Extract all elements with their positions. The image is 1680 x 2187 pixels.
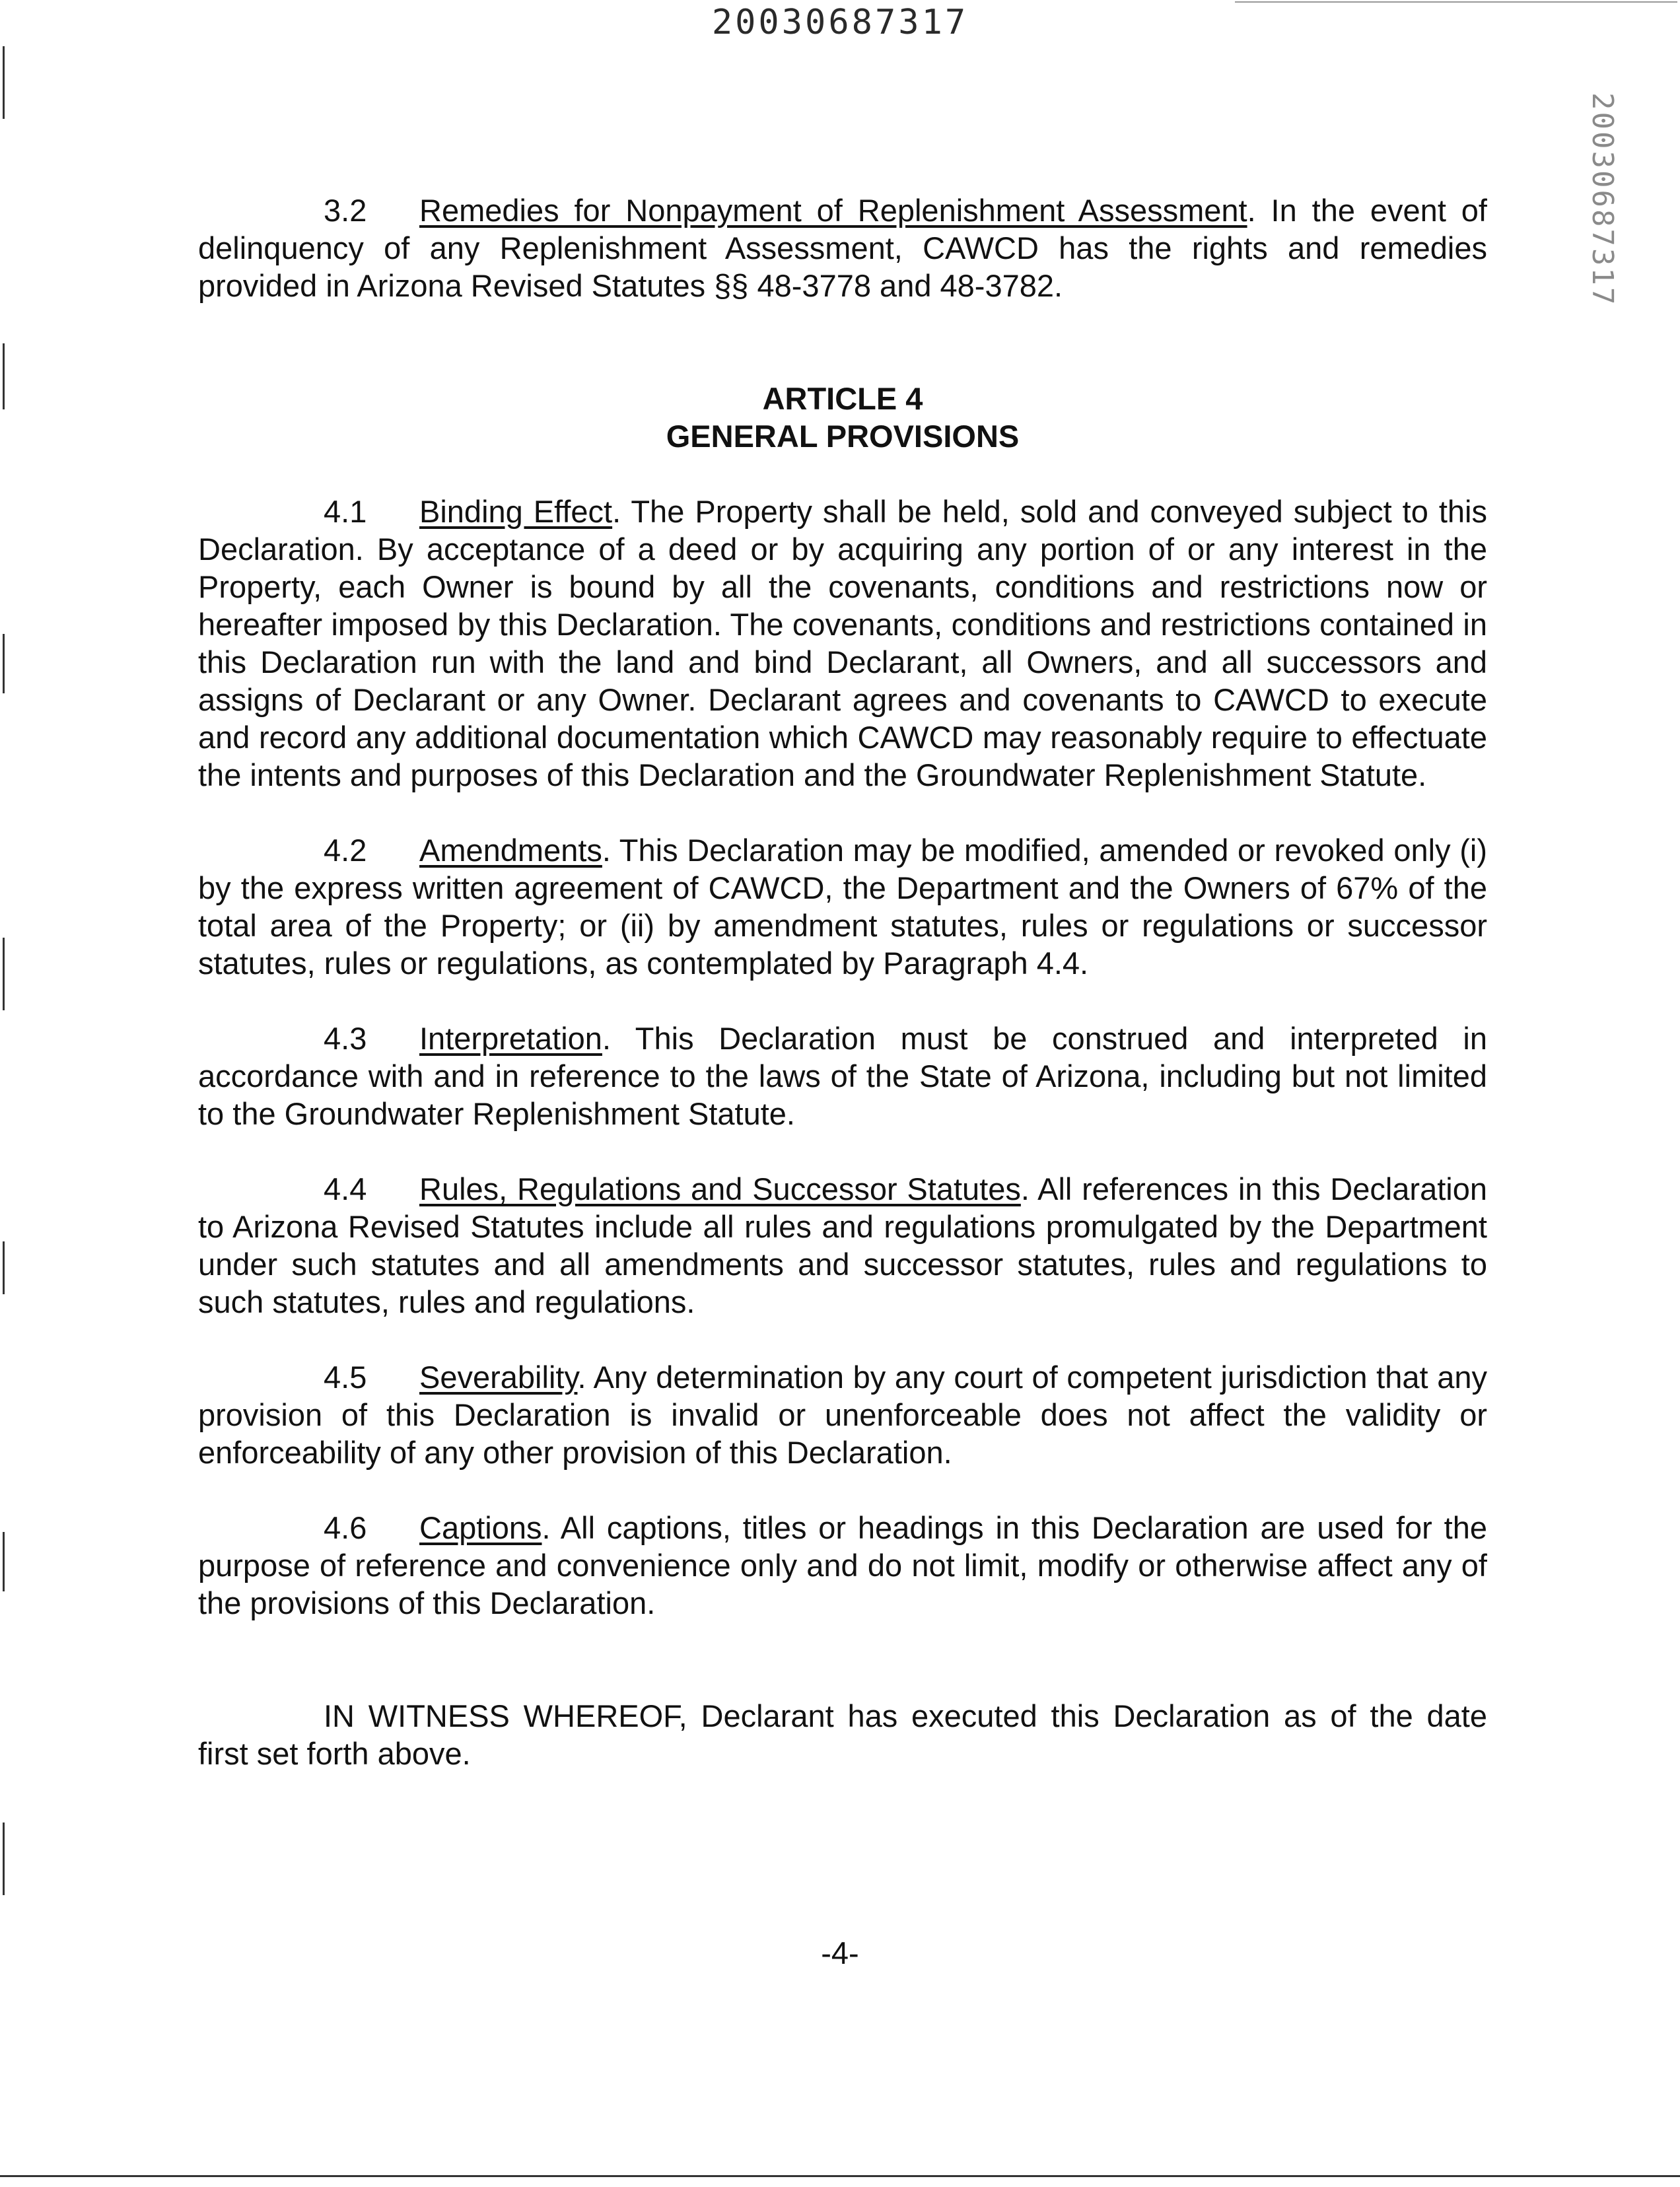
scan-margin-mark — [3, 1241, 5, 1294]
section-text: . The Property shall be held, sold and conveyed subject to this Declaration. By acceptance of a deed or by acquiring any portion of or any interest in the Property, each Owner is bound by all the covenants, conditions and restrictions now or hereafter imposed by this Declaration. The covenants, conditions and restrictions contained in this Declaration run with the land and bind Declarant, all Owners, and all successors and assigns of Declarant or any Owner. Declarant agrees and covenants to CAWCD to execute and record any additional documentation which CAWCD may reasonably require to effectuate the intents and purposes of this Declaration and the Groundwater Replenishment Statute. — [198, 494, 1487, 792]
section-number: 4.2 — [324, 833, 367, 868]
section-number: 4.6 — [324, 1510, 367, 1545]
section-4-6 — [198, 1509, 1487, 1622]
scan-margin-mark — [3, 46, 5, 119]
section-heading: Interpretation — [419, 1021, 602, 1056]
section-number: 4.3 — [324, 1021, 367, 1056]
section-heading: Binding Effect — [419, 494, 613, 529]
scan-margin-mark — [3, 1532, 5, 1591]
section-text: . In the event of delinquency of any Replenishment Assessment, CAWCD has the rights and remedies provided in Arizona Revised Statutes §§ 48-3778 and 48-3782. — [198, 193, 1487, 303]
scan-margin-mark — [3, 343, 5, 409]
section-heading: Captions — [419, 1510, 542, 1545]
article-title: ARTICLE 4 — [762, 381, 923, 416]
section-4-1 — [198, 493, 1487, 794]
section-heading: Amendments — [419, 833, 602, 868]
witness-clause: IN WITNESS WHEREOF, Declarant has executed this Declaration as of the date first set forth above. — [198, 1698, 1487, 1771]
section-number: 4.1 — [324, 494, 367, 529]
section-4-5 — [198, 1358, 1487, 1471]
side-stamp-number: 20030687317 — [1586, 92, 1619, 307]
section-text: . All captions, titles or headings in this Declaration are used for the purpose of reference and convenience only and do not limit, modify or otherwise affect any of the provisions of this Declaration. — [198, 1510, 1487, 1620]
section-number: 4.4 — [324, 1171, 367, 1206]
section-text: . All references in this Declaration to Arizona Revised Statutes include all rules and regulations promulgated by the Department under such statutes and all amendments and successor statutes, rules and regulations to such statutes, rules and regulations. — [198, 1171, 1487, 1319]
scan-margin-mark — [3, 634, 5, 693]
section-number: 4.5 — [324, 1360, 367, 1395]
scan-bottom-rule — [0, 2175, 1680, 2177]
section-4-3 — [198, 1020, 1487, 1132]
scan-margin-mark — [3, 938, 5, 1010]
section-text: . This Declaration may be modified, amended or revoked only (i) by the express written agreement of CAWCD, the Department and the Owners of 67% of the total area of the Property; or (ii) by amendment statutes, rules or regulations or successor statutes, rules or regulations, as contemplated by Paragraph 4.4. — [198, 833, 1487, 981]
section-3-2 — [198, 191, 1487, 304]
section-heading: Severability — [419, 1360, 578, 1395]
section-4-4 — [198, 1170, 1487, 1321]
document-body — [198, 191, 1487, 1772]
document-recording-number: 20030687317 — [711, 3, 969, 42]
side-stamp — [1580, 92, 1646, 310]
scan-margin-mark — [3, 1822, 5, 1895]
section-text: . This Declaration must be construed and interpreted in accordance with and in reference to the laws of the State of Arizona, including but not limited to the Groundwater Replenishment Statute. — [198, 1021, 1487, 1131]
section-4-2 — [198, 831, 1487, 982]
page-number: -4- — [821, 1935, 859, 1970]
section-text: . Any determination by any court of competent jurisdiction that any provision of this Declaration is invalid or unenforceable does not affect the validity or enforceability of any other provision of this Declaration. — [198, 1360, 1487, 1470]
section-heading: Remedies for Nonpayment of Replenishment Assessment — [419, 193, 1247, 228]
section-number: 3.2 — [324, 193, 367, 228]
section-heading: Rules, Regulations and Successor Statutes — [419, 1171, 1021, 1206]
article-subtitle: GENERAL PROVISIONS — [666, 419, 1020, 454]
